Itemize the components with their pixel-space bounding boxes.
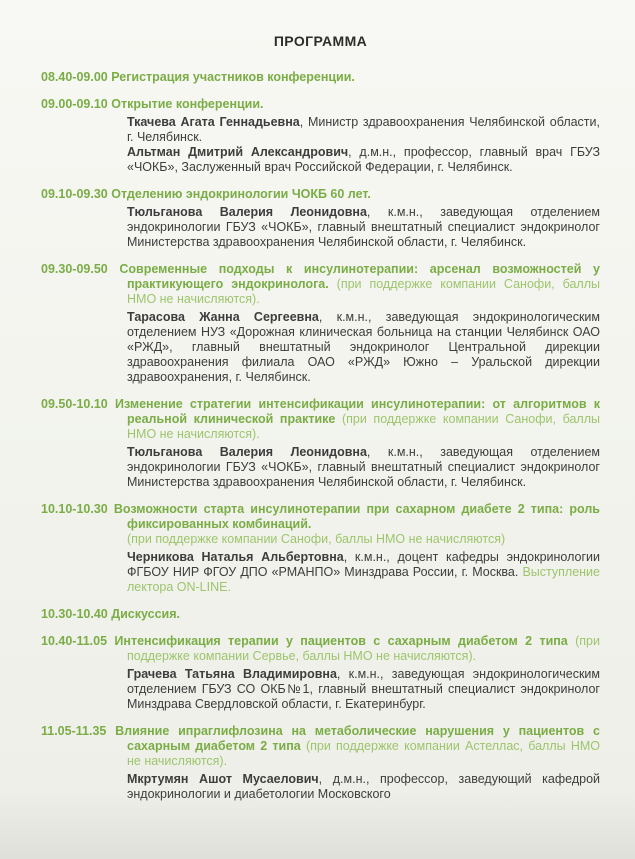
page-title: ПРОГРАММА [273, 33, 368, 49]
program-item [41, 502, 600, 595]
text-run: Альтман Дмитрий Александрович [127, 145, 349, 159]
text-run: (при поддержке компании Астеллас, баллы НМО не начисляются). [127, 739, 600, 768]
item-title-line [41, 634, 600, 664]
text-run: Тарасова Жанна Сергеевна [127, 310, 319, 324]
speaker-paragraph [127, 667, 600, 712]
text-run: , к.м.н., заведующая отделением эндокринологии ГБУЗ «ЧОКБ», главный внештатный специалист эндокринолог Министерства здравоохранения Челябинской области, г. Челябинск. [127, 445, 600, 489]
text-run: (при поддержке компании Санофи, баллы НМО не начисляются) [127, 532, 506, 546]
item-title-line [41, 397, 600, 442]
text-run: Мкртумян Ашот Мусаелович [127, 772, 319, 786]
item-title-line [41, 70, 600, 85]
speaker-paragraph [127, 772, 600, 802]
schedule-list [41, 70, 600, 802]
speaker-paragraph [127, 115, 600, 145]
program-item [41, 724, 600, 802]
item-title-line [41, 502, 600, 547]
text-run: Дискуссия. [111, 607, 181, 621]
text-run: Открытие конференции. [111, 97, 264, 111]
text-run: Современные подходы к инсулинотерапии: арсенал возможностей у практикующего эндокринолога. [119, 262, 600, 291]
item-title-line [41, 97, 600, 112]
speakers-block [127, 115, 600, 175]
speakers-block [127, 550, 600, 595]
item-title-line [41, 262, 600, 307]
program-item [41, 97, 600, 175]
speaker-paragraph [127, 205, 600, 250]
text-run: Возможности старта инсулинотерапии при сахарном диабете 2 типа: роль фиксированных комбинаций. [113, 502, 600, 531]
speaker-paragraph [127, 445, 600, 490]
program-item [41, 607, 600, 622]
text-run: , Министр здравоохранения Челябинской области, г. Челябинск. [127, 115, 600, 144]
time-range: 09.00-09.10 [41, 97, 108, 111]
time-range: 09.30-09.50 [41, 262, 108, 276]
speakers-block [127, 205, 600, 250]
item-title-line [41, 724, 600, 769]
program-item [41, 634, 600, 712]
speaker-paragraph [127, 550, 600, 595]
time-range: 10.40-11.05 [41, 634, 108, 648]
text-run: Влияние ипраглифлозина на метаболические нарушения у пациентов с сахарным диабетом 2 типа [115, 724, 600, 753]
item-title-line [41, 607, 600, 622]
time-range: 08.40-09.00 [41, 70, 108, 84]
text-run: , к.м.н., заведующая эндокринологическим отделением ГБУЗ СО ОКБ№1, главный внештатный специалист эндокринолог Минздрава Свердловской области, г. Екатеринбург. [127, 667, 600, 711]
text-run: , д.м.н., профессор, главный врач ГБУЗ «ЧОКБ», Заслуженный врач Российской Федерации, г. Челябинск. [127, 145, 601, 174]
speakers-block [127, 310, 600, 385]
speakers-block [127, 445, 600, 490]
time-range: 11.05-11.35 [41, 724, 107, 738]
text-run: , к.м.н., заведующая эндокринологическим отделением НУЗ «Дорожная клиническая больница на станции Челябинск ОАО «РЖД», главный внештатный эндокринолог Центральной дирекции здравоохранения филиала ОАО «РЖД» Южно – Уральской дирекции здравоохранения, г. Челябинск. [127, 310, 601, 384]
text-run: , к.м.н., доцент кафедры эндокринологии ФГБОУ НИР ФГОУ ДПО «РМАНПО» Минздрава России, г. Москва. [127, 550, 601, 579]
speaker-paragraph [127, 145, 600, 175]
text-run: , к.м.н., заведующая отделением эндокринологии ГБУЗ «ЧОКБ», главный внештатный специалист эндокринолог Министерства здравоохранения Челябинской области, г. Челябинск. [127, 205, 600, 249]
time-range: 09.10-09.30 [41, 187, 108, 201]
text-run: Грачева Татьяна Владимировна [127, 667, 337, 681]
text-run: Выступление лектора ON-LINE. [127, 565, 600, 594]
item-title-line [41, 187, 600, 202]
time-range: 10.30-10.40 [41, 607, 108, 621]
text-run: Интенсификация терапии у пациентов с сахарным диабетом 2 типа [114, 634, 576, 648]
time-range: 09.50-10.10 [41, 397, 108, 411]
time-range: 10.10-10.30 [41, 502, 108, 516]
speaker-paragraph [127, 310, 600, 385]
program-item [41, 397, 600, 490]
text-run: Тюльганова Валерия Леонидовна [127, 445, 367, 459]
text-run: , д.м.н., профессор, заведующий кафедрой эндокринологии и диабетологии Московского [127, 772, 601, 801]
text-run: Тюльганова Валерия Леонидовна [127, 205, 367, 219]
speakers-block [127, 667, 600, 712]
text-run: Изменение стратегии интенсификации инсулинотерапии: от алгоритмов к реальной клинической практике [114, 397, 600, 426]
speakers-block [127, 772, 600, 802]
text-run: Ткачева Агата Геннадьевна [127, 115, 300, 129]
text-run: Отделению эндокринологии ЧОКБ 60 лет. [111, 187, 371, 201]
text-run: (при поддержке компании Санофи, баллы НМО не начисляются). [127, 277, 600, 306]
text-run: Регистрация участников конференции. [111, 70, 355, 84]
program-item [41, 70, 600, 85]
program-item [41, 187, 600, 250]
text-run: (при поддержке компании Сервье, баллы НМО не начисляются). [127, 634, 600, 663]
text-run: Черникова Наталья Альбертовна [127, 550, 344, 564]
program-item [41, 262, 600, 385]
text-run: (при поддержке компании Санофи, баллы НМО не начисляются). [127, 412, 600, 441]
